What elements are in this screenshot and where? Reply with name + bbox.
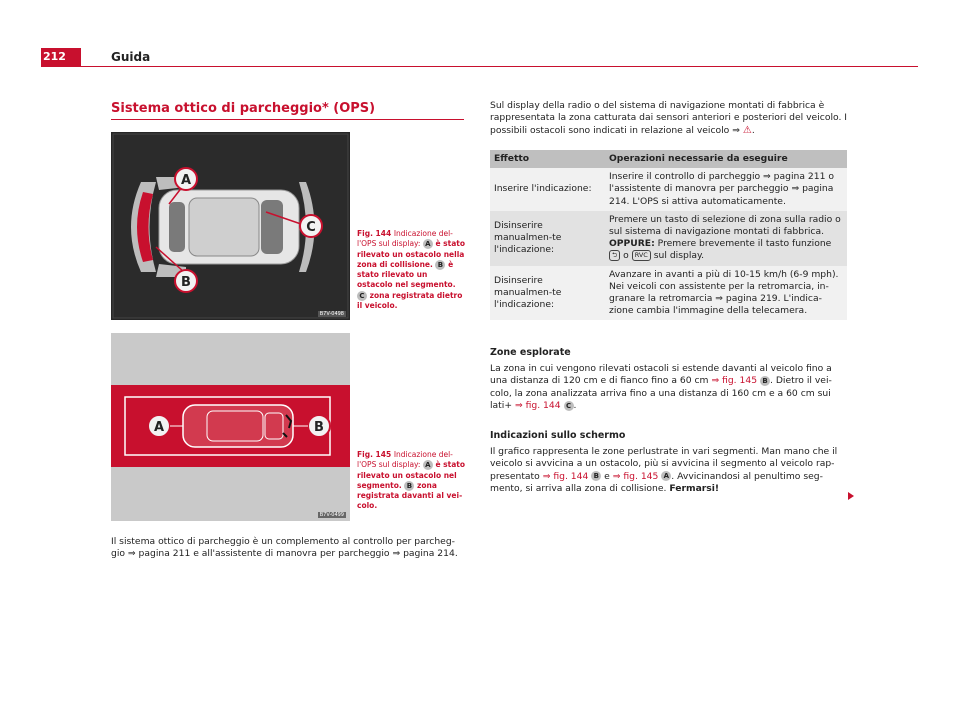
caption-label: Fig. 145	[357, 450, 392, 459]
ops-rear-diagram	[111, 132, 350, 320]
badge-a: A	[423, 460, 433, 470]
table-header-effect: Effetto	[490, 150, 605, 168]
section-title: Sistema ottico di parcheggio* (OPS)	[111, 101, 376, 116]
figure-code: B7V-0498	[319, 311, 344, 317]
fig-144-link[interactable]: ⇒ fig. 144	[514, 400, 561, 412]
caption-label: Fig. 144	[357, 229, 392, 238]
header-title: Guida	[111, 50, 151, 64]
zone-esplorate-paragraph: La zona in cui vengono rilevati ostacoli si estende davanti al veicolo fino a una distanza di 120 cm e di fianco fino a 60 cm ⇒ fig. 145 B . Dietro il vei-colo, la zona analizzata arriva fino a una distanza di 160 cm e a 60 cm sui lati+ ⇒ fig. 144 C .	[490, 363, 832, 412]
badge-c: C	[357, 291, 367, 301]
figure-145-caption: Fig. 145 Indicazione del-l'OPS sul display: A è stato rilevato un ostacolo nel segmento. B zona registrata davanti al vei-colo.	[357, 450, 466, 511]
badge-b: B	[404, 481, 414, 491]
rvc-key: RVC	[632, 250, 651, 261]
badge-b: B	[591, 471, 601, 481]
badge-b: B	[435, 260, 445, 270]
warning-icon: ⚠	[742, 124, 752, 136]
fig-145-link[interactable]: ⇒ fig. 145	[612, 470, 659, 482]
table-header-action: Operazioni necessarie da eseguire	[605, 150, 847, 168]
intro-left-paragraph: Il sistema ottico di parcheggio è un complemento al controllo per parcheg-gio ⇒ pagina 211 e all'assistente di manovra per parcheggio ⇒ pagina 214.	[111, 536, 458, 560]
fig-145-link[interactable]: ⇒ fig. 145	[711, 375, 758, 387]
header-rule	[41, 66, 918, 67]
badge-c: C	[564, 401, 574, 411]
page-number: 212	[41, 48, 81, 66]
indicazioni-heading: Indicazioni sullo schermo	[490, 430, 626, 441]
label-a: A	[180, 173, 192, 188]
continue-arrow-icon	[848, 492, 854, 500]
intro-right-paragraph: Sul display della radio o del sistema di navigazione montati di fabbrica è rappresentata la zona catturata dai sensori anteriori e posteriori del veicolo. I possibili ostacoli sono indicati in relazione al veicolo ⇒ ⚠.	[490, 100, 848, 136]
label-b: B	[181, 275, 191, 290]
badge-a: A	[423, 239, 433, 249]
section-rule	[111, 119, 464, 120]
label-c: C	[306, 220, 316, 235]
table-row: Disinserire manualmen-te l'indicazione: Avanzare in avanti a più di 10-15 km/h (6-9 mph). Nei veicoli con assistente per la retromarcia, in-granare la retromarcia ⇒ pagina 219. L'indica-zione cambia l'immagine della telecamera.	[490, 266, 847, 321]
figure-code: B7V-0499	[319, 512, 344, 518]
table-row: Inserire l'indicazione: Inserire il controllo di parcheggio ⇒ pagina 211 o l'assistente di manovra per parcheggio ⇒ pagina 214. L'OPS si attiva automaticamente.	[490, 168, 847, 211]
ops-table	[490, 150, 847, 320]
badge-b: B	[760, 376, 770, 386]
figure-145	[111, 333, 350, 521]
back-key-icon: ⮌	[609, 250, 620, 261]
zone-esplorate-heading: Zone esplorate	[490, 347, 571, 358]
figure-144-caption: Fig. 144 Indicazione del-l'OPS sul display: A è stato rilevato un ostacolo nella zona di collisione. B è stato rilevato un ostacolo nel segmento. C zona registrata dietro il veicolo.	[357, 229, 466, 311]
indicazioni-paragraph: Il grafico rappresenta le zone perlustrate in vari segmenti. Man mano che il veicolo si avvicina a un ostacolo, più si avvicina il segmento al veicolo rap-presentato ⇒ fig. 144 B e ⇒ fig. 145 A . Avvicinandosi al penultimo seg-mento, si arriva alla zona di collisione. Fermarsi!	[490, 446, 838, 495]
fig-144-link[interactable]: ⇒ fig. 144	[542, 470, 589, 482]
label-a: A	[153, 420, 165, 435]
badge-a: A	[661, 471, 671, 481]
table-row: Disinserire manualmen-te l'indicazione: Premere un tasto di selezione di zona sulla radio o sul sistema di navigazione montati di fabbrica. OPPURE: Premere brevemente il tasto funzione ⮌ o RVC sul display.	[490, 211, 847, 266]
figure-144	[111, 132, 350, 320]
label-b: B	[314, 420, 324, 435]
ops-front-diagram	[111, 333, 350, 521]
